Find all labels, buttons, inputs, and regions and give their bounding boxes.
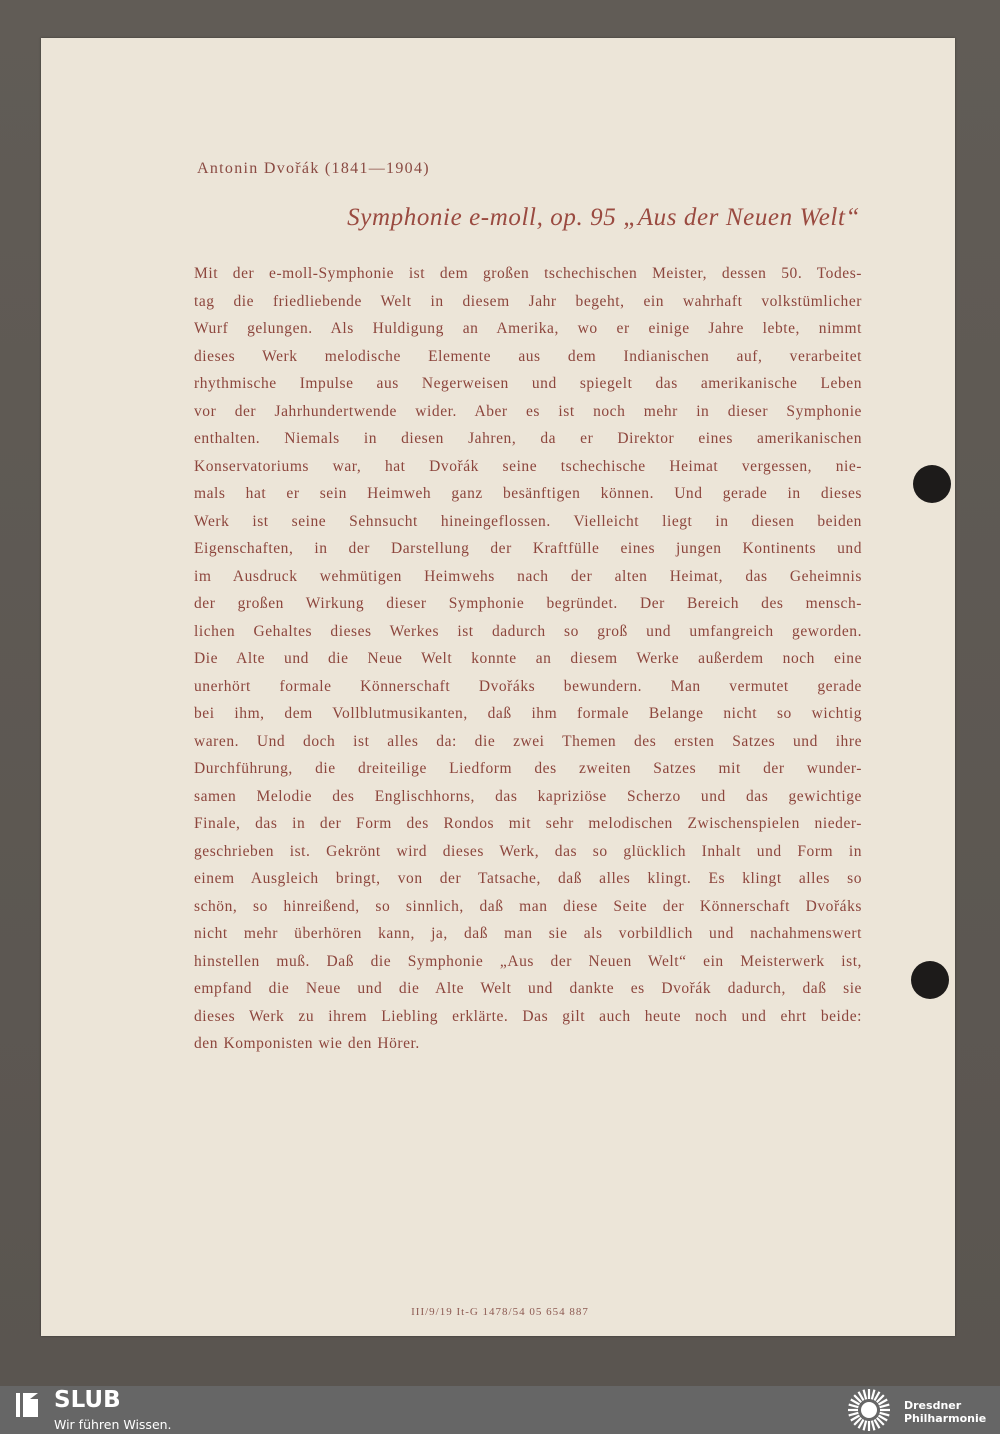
- punch-hole-lower: [911, 961, 949, 999]
- dresdner-philharmonie-name: [904, 1399, 986, 1425]
- logo-ray: [872, 1421, 875, 1431]
- body-line: dieses Werk zu ihrem Liebling erklärte. Das gilt auch heute noch und ehrt beide:: [194, 1007, 862, 1025]
- body-line: Durchführung, die dreiteilige Liedform des zweiten Satzes mit der wunder-: [194, 760, 862, 777]
- logo-ray: [864, 1421, 867, 1431]
- body-line: Finale, das in der Form des Rondos mit sehr melodischen Zwischenspielen nieder-: [194, 815, 862, 832]
- body-line: Werk ist seine Sehnsucht hineingeflossen. Vielleicht liegt in diesen beiden: [194, 512, 862, 530]
- slub-logo-icon: [12, 1390, 42, 1420]
- logo-ray: [849, 1413, 859, 1416]
- body-line: rhythmische Impulse aus Negerweisen und spiegelt das amerikanische Leben: [194, 375, 862, 392]
- logo-ray: [849, 1405, 859, 1408]
- slub-name: SLUB: [54, 1387, 121, 1413]
- body-line: tag die friedliebende Welt in diesem Jahr begeht, ein wahrhaft volkstümlicher: [194, 292, 862, 310]
- dresdner-philharmonie-logo-icon: [842, 1386, 896, 1434]
- work-title: Symphonie e-moll, op. 95 „Aus der Neuen Welt“: [347, 204, 860, 231]
- body-line: geschrieben ist. Gekrönt wird dieses Werk, das so glücklich Inhalt und Form in: [194, 842, 862, 860]
- body-line: einem Ausgleich bringt, von der Tatsache, daß alles klingt. Es klingt alles so: [194, 870, 862, 887]
- body-line: Die Alte und die Neue Welt konnte an diesem Werke außerdem noch eine: [194, 650, 862, 667]
- body-line: vor der Jahrhundertwende wider. Aber es ist noch mehr in dieser Symphonie: [194, 402, 862, 420]
- body-line: Wurf gelungen. Als Huldigung an Amerika, wo er einige Jahre lebte, nimmt: [194, 320, 862, 337]
- body-line: waren. Und doch ist alles da: die zwei Themen des ersten Satzes und ihre: [194, 732, 862, 750]
- body-line: samen Melodie des Englischhorns, das kapriziöse Scherzo und das gewichtige: [194, 787, 862, 805]
- dp-name-line1: Dresdner: [904, 1399, 962, 1412]
- body-line: schön, so hinreißend, so sinnlich, daß man diese Seite der Könnerschaft Dvořáks: [194, 897, 862, 915]
- dp-name-line2: Philharmonie: [904, 1412, 987, 1425]
- body-line: Konservatoriums war, hat Dvořák seine tschechische Heimat vergessen, nie-: [194, 457, 862, 475]
- body-line: den Komponisten wie den Hörer.: [194, 1035, 420, 1052]
- punch-hole-upper: [913, 465, 951, 503]
- body-line: enthalten. Niemals in diesen Jahren, da er Direktor eines amerikanischen: [194, 430, 862, 447]
- logo-center: [861, 1402, 877, 1418]
- body-line: Mit der e-moll-Symphonie ist dem großen tschechischen Meister, dessen 50. Todes-: [194, 265, 862, 282]
- body-line: nicht mehr überhören kann, ja, daß man sie als vorbildlich und nachahmenswert: [194, 925, 862, 942]
- logo-ray: [864, 1390, 867, 1400]
- body-line: empfand die Neue und die Alte Welt und dankte es Dvořák dadurch, daß sie: [194, 980, 862, 997]
- print-code: III/9/19 It-G 1478/54 05 654 887: [411, 1306, 589, 1318]
- body-line: lichen Gehaltes dieses Werkes ist dadurch so groß und umfangreich geworden.: [194, 622, 862, 640]
- logo-ray: [872, 1390, 875, 1400]
- body-line: im Ausdruck wehmütigen Heimwehs nach der alten Heimat, das Geheimnis: [194, 567, 862, 585]
- body-line: mals hat er sein Heimweh ganz besänftigen können. Und gerade in dieses: [194, 485, 862, 502]
- body-text: [194, 260, 862, 1058]
- composer-heading: Antonin Dvořák (1841—1904): [197, 160, 430, 177]
- body-line: unerhört formale Könnerschaft Dvořáks bewundern. Man vermutet gerade: [194, 677, 862, 695]
- logo-ray: [880, 1413, 890, 1416]
- logo-ray: [880, 1405, 890, 1408]
- body-line: bei ihm, dem Vollblutmusikanten, daß ihm formale Belange nicht so wichtig: [194, 705, 862, 722]
- slub-tagline: Wir führen Wissen.: [54, 1417, 172, 1432]
- body-line: Eigenschaften, in der Darstellung der Kraftfülle eines jungen Kontinents und: [194, 540, 862, 557]
- body-line: der großen Wirkung dieser Symphonie begründet. Der Bereich des mensch-: [194, 595, 862, 612]
- body-line: dieses Werk melodische Elemente aus dem Indianischen auf, verarbeitet: [194, 347, 862, 365]
- body-line: hinstellen muß. Daß die Symphonie „Aus der Neuen Welt“ ein Meisterwerk ist,: [194, 952, 862, 970]
